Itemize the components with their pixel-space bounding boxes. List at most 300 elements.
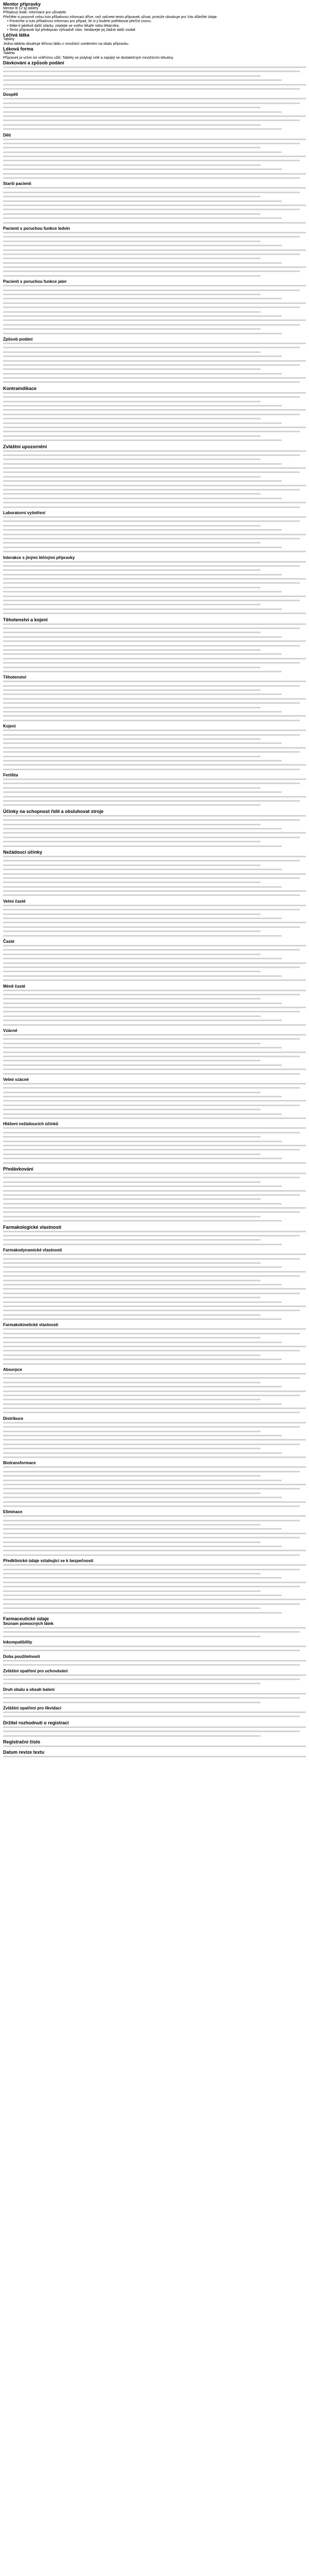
illegible-text-line (3, 1674, 306, 1676)
subsection-heading: Doba použitelnosti (3, 1654, 40, 1659)
illegible-text-line (3, 381, 300, 383)
illegible-text-line (3, 918, 282, 919)
subsection-heading: Vzácné (3, 1028, 18, 1033)
illegible-text-line (3, 147, 261, 148)
illegible-paragraph (3, 945, 306, 981)
illegible-text-line (3, 139, 306, 140)
illegible-text-line (3, 1395, 300, 1396)
illegible-text-line (3, 143, 300, 144)
illegible-text-line (3, 1113, 282, 1115)
illegible-paragraph (3, 232, 306, 277)
bullet-item: • Tento přípravek byl předepsán výhradně Vám. Nedávejte jej žádné další osobě. (7, 28, 136, 32)
illegible-text-line (3, 439, 282, 441)
illegible-text-line (3, 1603, 300, 1605)
illegible-text-line (3, 463, 282, 465)
illegible-text-line (3, 1422, 306, 1423)
illegible-text-line (3, 1310, 300, 1311)
illegible-text-line (3, 1391, 306, 1392)
illegible-text-line (3, 1181, 261, 1183)
illegible-text-line (3, 926, 300, 928)
illegible-text-line (3, 707, 261, 708)
illegible-paragraph (3, 681, 306, 721)
subsection-heading: Dospělí (3, 92, 18, 97)
subsection-heading: Pacienti s poruchou funkce jater (3, 279, 67, 284)
subsection-heading: Předklinické údaje vztahující se k bezpečnosti (3, 1558, 94, 1564)
illegible-paragraph (3, 516, 306, 552)
illegible-text-line (3, 769, 300, 770)
illegible-text-line (3, 298, 282, 299)
subsection-heading: Farmakokinetické vlastnosti (3, 1323, 59, 1328)
illegible-text-line (3, 1431, 261, 1432)
illegible-text-line (3, 124, 261, 126)
illegible-text-line (3, 1627, 306, 1629)
illegible-text-line (3, 1408, 306, 1409)
illegible-text-line (3, 636, 282, 638)
illegible-text-line (3, 107, 261, 108)
illegible-text-line (3, 720, 300, 721)
illegible-text-line (3, 922, 306, 923)
illegible-text-line (3, 209, 300, 210)
illegible-text-line (3, 1173, 306, 1174)
paragraph: Přečtěte si pozorně celou tuto příbalovou informaci dříve, než začnete tento přípravek užívat, protože obsahuje pro Vás důležité údaje. (3, 15, 218, 19)
illegible-text-line (3, 1216, 261, 1217)
illegible-paragraph (3, 1328, 306, 1364)
illegible-paragraph (3, 1083, 306, 1119)
illegible-text-line (3, 1346, 306, 1347)
illegible-text-line (3, 173, 306, 175)
illegible-paragraph (3, 1253, 306, 1320)
subsection-heading: Těhotenství (3, 675, 26, 680)
illegible-text-line (3, 307, 300, 308)
illegible-text-line (3, 351, 261, 353)
section-heading: Datum revize textu (3, 1750, 45, 1755)
illegible-text-line (3, 232, 306, 233)
illegible-text-line (3, 1185, 282, 1187)
illegible-text-line (3, 1293, 300, 1294)
illegible-text-line (3, 1207, 306, 1209)
illegible-paragraph (3, 730, 306, 770)
illegible-paragraph (3, 392, 306, 441)
illegible-text-line (3, 222, 306, 224)
subsection-heading: Velmi časté (3, 899, 26, 904)
illegible-text-line (3, 294, 261, 295)
subsection-heading: Eliminace (3, 1510, 23, 1515)
illegible-text-line (3, 1239, 261, 1241)
illegible-text-line (3, 1198, 261, 1200)
illegible-text-line (3, 1501, 306, 1503)
illegible-text-line (3, 1582, 306, 1583)
illegible-text-line (3, 998, 261, 999)
illegible-text-line (3, 1043, 261, 1044)
illegible-text-line (3, 84, 306, 86)
section-heading: Kontraindikace (3, 385, 37, 391)
illegible-text-line (3, 886, 282, 888)
illegible-text-line (3, 1177, 300, 1178)
section-heading: Zvláštní upozornění (3, 444, 47, 449)
illegible-text-line (3, 66, 306, 68)
paragraph: Tablety (3, 38, 15, 42)
illegible-text-line (3, 1546, 282, 1547)
illegible-text-line (3, 1497, 282, 1498)
illegible-text-line (3, 742, 282, 744)
illegible-text-line (3, 882, 261, 883)
illegible-text-line (3, 832, 306, 834)
illegible-text-line (3, 1262, 261, 1264)
illegible-text-line (3, 824, 261, 825)
illegible-text-line (3, 401, 261, 402)
illegible-text-line (3, 1745, 306, 1747)
section-heading: Mentor přípravky (3, 2, 41, 7)
illegible-text-line (3, 632, 261, 633)
illegible-text-line (3, 1456, 306, 1458)
illegible-text-line (3, 315, 282, 317)
subsection-heading: Způsob podání (3, 336, 33, 342)
illegible-text-line (3, 164, 261, 166)
illegible-text-line (3, 1726, 306, 1728)
illegible-text-line (3, 392, 306, 394)
illegible-text-line (3, 285, 306, 286)
illegible-text-line (3, 1533, 306, 1534)
illegible-paragraph (3, 856, 306, 896)
illegible-text-line (3, 547, 282, 548)
illegible-text-line (3, 1220, 282, 1222)
illegible-text-line (3, 493, 261, 495)
illegible-text-line (3, 534, 306, 535)
illegible-paragraph (3, 1515, 306, 1556)
subsection-heading: Biotransformace (3, 1461, 36, 1466)
illegible-text-line (3, 738, 261, 740)
illegible-text-line (3, 75, 261, 77)
illegible-text-line (3, 667, 261, 668)
illegible-text-line (3, 431, 300, 432)
illegible-text-line (3, 1211, 300, 1213)
illegible-text-line (3, 427, 306, 428)
section-heading: Předávkování (3, 1166, 33, 1172)
illegible-text-line (3, 837, 300, 838)
subsection-heading: Seznam pomocných látek (3, 1621, 54, 1626)
illegible-text-line (3, 111, 282, 113)
illegible-text-line (3, 128, 282, 130)
illegible-text-line (3, 800, 300, 802)
illegible-text-line (3, 454, 300, 456)
illegible-text-line (3, 270, 300, 272)
illegible-text-line (3, 640, 306, 642)
illegible-text-line (3, 476, 261, 478)
illegible-text-line (3, 1554, 300, 1556)
section-heading: Farmakologické vlastnosti (3, 1224, 62, 1230)
illegible-text-line (3, 715, 306, 717)
illegible-text-line (3, 1354, 261, 1356)
illegible-text-line (3, 1590, 261, 1592)
illegible-text-line (3, 115, 306, 117)
illegible-paragraph (3, 1627, 306, 1637)
illegible-text-line (3, 1011, 300, 1012)
subsection-heading: Distribuce (3, 1416, 24, 1421)
illegible-paragraph (3, 1373, 306, 1414)
illegible-text-line (3, 1528, 282, 1530)
illegible-text-line (3, 962, 306, 964)
illegible-text-line (3, 529, 282, 531)
illegible-text-line (3, 1145, 306, 1146)
illegible-text-line (3, 1697, 300, 1699)
illegible-paragraph (3, 139, 306, 179)
illegible-text-line (3, 311, 261, 313)
illegible-text-line (3, 1607, 261, 1609)
illegible-text-line (3, 422, 282, 424)
illegible-text-line (3, 1524, 261, 1526)
illegible-text-line (3, 551, 306, 552)
illegible-text-line (3, 1275, 300, 1277)
illegible-text-line (3, 1337, 261, 1338)
illegible-text-line (3, 930, 261, 932)
illegible-text-line (3, 418, 261, 419)
illegible-text-line (3, 343, 306, 344)
illegible-text-line (3, 569, 261, 571)
illegible-text-line (3, 734, 300, 736)
illegible-text-line (3, 200, 282, 202)
illegible-text-line (3, 324, 300, 326)
illegible-text-line (3, 1258, 300, 1260)
subsection-heading: Pacienti s poruchou funkce ledvin (3, 226, 70, 231)
illegible-text-line (3, 671, 282, 672)
illegible-text-line (3, 98, 306, 99)
illegible-paragraph (3, 1422, 306, 1458)
illegible-text-line (3, 245, 282, 246)
illegible-text-line (3, 1231, 306, 1232)
illegible-text-line (3, 608, 282, 610)
illegible-text-line (3, 538, 300, 539)
illegible-paragraph (3, 450, 306, 508)
illegible-text-line (3, 377, 306, 379)
illegible-text-line (3, 262, 282, 264)
illegible-text-line (3, 730, 306, 731)
illegible-text-line (3, 177, 300, 179)
illegible-text-line (3, 954, 261, 955)
subsection-heading: Děti (3, 132, 11, 138)
illegible-text-line (3, 1711, 306, 1713)
illegible-text-line (3, 347, 300, 348)
illegible-text-line (3, 1683, 261, 1684)
illegible-text-line (3, 1435, 282, 1436)
illegible-paragraph (3, 1466, 306, 1507)
illegible-text-line (3, 828, 282, 829)
illegible-text-line (3, 1382, 261, 1383)
illegible-text-line (3, 574, 282, 575)
illegible-paragraph (3, 1693, 306, 1703)
illegible-text-line (3, 1194, 300, 1196)
section-heading: Léčivá látka (3, 32, 30, 38)
illegible-text-line (3, 266, 306, 268)
illegible-text-line (3, 405, 282, 406)
illegible-text-line (3, 502, 306, 503)
illegible-text-line (3, 1333, 300, 1334)
illegible-text-line (3, 1636, 261, 1637)
illegible-text-line (3, 489, 300, 490)
illegible-text-line (3, 1306, 306, 1307)
illegible-text-line (3, 1117, 306, 1119)
illegible-text-line (3, 1702, 261, 1703)
illegible-text-line (3, 890, 306, 892)
illegible-text-line (3, 1100, 306, 1101)
subsection-heading: Časté (3, 939, 14, 944)
illegible-text-line (3, 894, 300, 896)
illegible-text-line (3, 783, 300, 784)
illegible-text-line (3, 160, 300, 161)
subsection-heading: Kojení (3, 724, 16, 729)
illegible-text-line (3, 1060, 261, 1061)
illegible-text-line (3, 565, 300, 567)
illegible-text-line (3, 582, 300, 584)
illegible-text-line (3, 1284, 282, 1285)
section-heading: Farmaceutické údaje (3, 1616, 49, 1621)
illegible-text-line (3, 845, 282, 847)
illegible-text-line (3, 913, 261, 915)
illegible-text-line (3, 1537, 300, 1538)
illegible-text-line (3, 1595, 282, 1596)
illegible-text-line (3, 702, 300, 704)
illegible-text-line (3, 971, 261, 972)
illegible-text-line (3, 71, 300, 72)
illegible-text-line (3, 819, 300, 821)
bullet-item: • Máte-li jakékoli další otázky, zeptejte se svého lékaře nebo lékárníka. (7, 24, 120, 28)
illegible-text-line (3, 1020, 282, 1021)
illegible-text-line (3, 645, 300, 647)
illegible-text-line (3, 459, 261, 460)
illegible-text-line (3, 1756, 306, 1757)
illegible-text-line (3, 1488, 300, 1489)
illegible-paragraph (3, 1127, 306, 1163)
illegible-text-line (3, 1149, 300, 1150)
illegible-text-line (3, 711, 282, 713)
subsection-heading: Starší pacienti (3, 181, 31, 187)
illegible-text-line (3, 662, 300, 664)
illegible-text-line (3, 360, 306, 362)
illegible-text-line (3, 604, 261, 605)
illegible-text-line (3, 1007, 306, 1008)
illegible-text-line (3, 1301, 282, 1303)
section-heading: Těhotenství a kojení (3, 617, 48, 622)
illegible-text-line (3, 841, 261, 842)
illegible-text-line (3, 1015, 261, 1017)
illegible-text-line (3, 1612, 282, 1614)
illegible-paragraph (3, 285, 306, 334)
paragraph: Mentor B 12 tg tablety (3, 7, 39, 10)
illegible-text-line (3, 1586, 300, 1587)
illegible-text-line (3, 1426, 300, 1428)
illegible-text-line (3, 1314, 261, 1316)
illegible-paragraph (3, 905, 306, 937)
illegible-text-line (3, 1266, 282, 1268)
subsection-heading: Fertilita (3, 773, 18, 778)
illegible-text-line (3, 787, 261, 789)
illegible-text-line (3, 1505, 300, 1507)
illegible-text-line (3, 498, 282, 499)
illegible-text-line (3, 856, 306, 857)
illegible-text-line (3, 1350, 300, 1351)
illegible-text-line (3, 1569, 300, 1570)
illegible-paragraph (3, 1711, 306, 1717)
illegible-text-line (3, 471, 300, 473)
illegible-text-line (3, 591, 282, 592)
illegible-text-line (3, 373, 282, 375)
illegible-text-line (3, 1034, 306, 1036)
illegible-text-line (3, 520, 300, 522)
illegible-text-line (3, 1631, 300, 1633)
illegible-text-line (3, 804, 261, 806)
illegible-paragraph (3, 98, 306, 130)
illegible-text-line (3, 1693, 306, 1694)
illegible-text-line (3, 958, 282, 959)
illegible-text-line (3, 689, 261, 691)
illegible-text-line (3, 1162, 306, 1164)
illegible-text-line (3, 1328, 306, 1330)
illegible-text-line (3, 865, 261, 866)
illegible-text-line (3, 1158, 282, 1159)
illegible-text-line (3, 1399, 261, 1400)
illegible-text-line (3, 1363, 306, 1365)
illegible-text-line (3, 1297, 261, 1298)
illegible-text-line (3, 1520, 300, 1521)
illegible-text-line (3, 275, 261, 277)
illegible-text-line (3, 1280, 261, 1281)
illegible-text-line (3, 1679, 300, 1680)
illegible-text-line (3, 1373, 306, 1375)
illegible-text-line (3, 561, 306, 563)
illegible-text-line (3, 1056, 300, 1057)
illegible-text-line (3, 1448, 261, 1449)
illegible-text-line (3, 1109, 261, 1110)
illegible-text-line (3, 796, 306, 798)
illegible-paragraph (3, 1034, 306, 1075)
illegible-text-line (3, 1731, 300, 1732)
paragraph: Tableta (3, 52, 15, 56)
illegible-text-line (3, 368, 261, 370)
illegible-text-line (3, 905, 306, 906)
illegible-paragraph (3, 1660, 306, 1666)
illegible-text-line (3, 653, 282, 655)
illegible-paragraph (3, 990, 306, 1026)
illegible-text-line (3, 1386, 282, 1387)
illegible-paragraph (3, 815, 306, 847)
illegible-text-line (3, 979, 306, 981)
illegible-text-line (3, 319, 306, 321)
illegible-text-line (3, 935, 282, 937)
illegible-text-line (3, 516, 306, 518)
subsection-heading: Absorpce (3, 1367, 22, 1372)
illegible-text-line (3, 1471, 300, 1472)
section-heading: Léková forma (3, 46, 33, 52)
illegible-text-line (3, 869, 282, 870)
illegible-text-line (3, 355, 282, 357)
illegible-text-line (3, 1024, 306, 1026)
illegible-text-line (3, 1646, 306, 1647)
illegible-text-line (3, 751, 300, 753)
illegible-text-line (3, 1092, 261, 1093)
subsection-heading: Inkompatibility (3, 1640, 32, 1645)
illegible-text-line (3, 217, 282, 219)
illegible-text-line (3, 1069, 306, 1070)
illegible-text-line (3, 1318, 282, 1320)
illegible-text-line (3, 103, 300, 104)
illegible-text-line (3, 249, 306, 251)
illegible-text-line (3, 156, 306, 157)
illegible-text-line (3, 435, 261, 437)
illegible-text-line (3, 1664, 300, 1666)
illegible-paragraph (3, 561, 306, 615)
illegible-paragraph (3, 66, 306, 90)
illegible-text-line (3, 328, 261, 330)
illegible-text-line (3, 236, 300, 238)
